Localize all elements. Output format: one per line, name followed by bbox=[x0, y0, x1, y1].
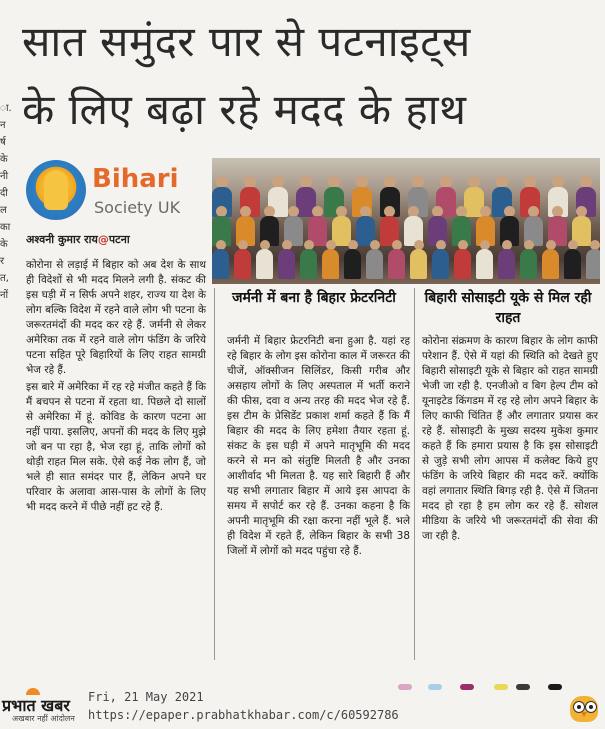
person-body bbox=[366, 249, 383, 279]
person-body bbox=[278, 249, 295, 279]
buddha-figure-icon bbox=[44, 170, 68, 210]
prabhat-khabar-logo[interactable] bbox=[2, 692, 84, 724]
swatch-2 bbox=[460, 684, 474, 690]
person-body bbox=[586, 249, 600, 279]
owl-right-eye bbox=[585, 701, 597, 713]
swatch-1 bbox=[428, 684, 442, 690]
article-column-1 bbox=[26, 258, 206, 515]
adjacent-fragment-11: नों bbox=[0, 290, 9, 301]
byline-place: पटना bbox=[108, 233, 130, 246]
owl-left-eye bbox=[573, 701, 585, 713]
swatch-4 bbox=[516, 684, 530, 690]
headline bbox=[22, 8, 602, 144]
column-divider bbox=[414, 288, 415, 660]
adjacent-fragment-1: न bbox=[0, 120, 6, 131]
swatch-5 bbox=[548, 684, 562, 690]
swatch-0 bbox=[398, 684, 412, 690]
person-body bbox=[256, 249, 273, 279]
headline-line-1: सात समुंदर पार से पटनाइट्स bbox=[22, 17, 471, 66]
adjacent-fragment-0: ा. bbox=[0, 103, 12, 114]
column3-body: कोरोना संक्रमण के कारण बिहार के लोग काफी परेशान हैं. ऐसे में यहां की स्थिति को देखते हुए बिहारी सोसाइटी यूके से बिहार को राहत सामग्री भेजी जा रही है. एनजीओ व बिग हेल्प टीम को यूनाइटेड किंगडम में रह रहे लोग अपने बिहार के लिए काफी चिंतित हैं और लगातार प्रयास कर रहे हैं. सोसाइटी के मुख्य सदस्य मुकेश कुमार कहते हैं कि हमारा प्रयास है कि इस सोसाइटी से जुड़े सभी लोग आपस में कलेक्ट किये हुए फंडिंग के जरिये बिहार की मदद करें. क्योंकि वहां लगातार स्थिति बिगड़ रही है. ऐसे में जितना मदद हो रहा है हम लोग कर रहे हैं. सोशल मीडिया के जरिये भी जरूरतमंदों की सेवा की जा रही है. bbox=[422, 335, 598, 542]
byline-at: @ bbox=[97, 233, 109, 246]
person-body bbox=[322, 249, 339, 279]
person-body bbox=[388, 249, 405, 279]
logo-brand-line-2: Society UK bbox=[94, 198, 181, 217]
person-body bbox=[212, 249, 229, 279]
adjacent-fragment-9: र bbox=[0, 256, 5, 267]
person-body bbox=[542, 249, 559, 279]
adjacent-column-fragment bbox=[0, 100, 13, 330]
column-divider bbox=[214, 288, 215, 660]
column2-subhead: जर्मनी में बना है बिहार फ्रेटरनिटी bbox=[232, 290, 396, 306]
adjacent-fragment-3: के bbox=[0, 154, 8, 165]
person-body bbox=[520, 249, 537, 279]
column3-subhead: बिहारी सोसाइटी यूके से मिल रही राहत bbox=[424, 290, 592, 326]
column2-body: जर्मनी में बिहार फ्रेटरनिटी बना हुआ है. यहां रह रहे बिहार के लोग इस कोरोना काल में जरूरत की चीजें, ऑक्सीजन सिलिंडर, किसी गरीब और असहाय लोगों के लिए अस्पताल में भर्ती कराने की फीस, दवा व अन्य तरह की मदद भेज रहे हैं. इस टीम के प्रेसिडेंट प्रकाश शर्मा कहते हैं कि मैं बिहार की मदद के लिए हमेशा तैयार रहता हूं. संकट के इस घड़ी में अपने मातृभूमि की मदद करने से मन को संतुष्टि मिलती है और उनका आशीर्वाद भी मिलता है. यह सारे बिहारी हैं और यह सभी लगातार बिहार में आये इस आपदा के समय में सपोर्ट कर रहे हैं. उनका कहना है कि अपनी मातृभूमि की रक्षा करना नहीं भूले हैं. भले ही विदेश में रहते हैं, लेकिन बिहार के सभी 38 जिलों में लोगों को मदद पहुंचा रहे हैं. bbox=[227, 335, 410, 557]
person-body bbox=[300, 249, 317, 279]
person-body bbox=[410, 249, 427, 279]
publisher-name: प्रभात खबर bbox=[2, 696, 70, 715]
owl-mascot-icon[interactable] bbox=[568, 692, 600, 722]
edition-date: Fri, 21 May 2021 bbox=[88, 690, 204, 704]
article-column-2 bbox=[227, 334, 410, 559]
adjacent-fragment-2: र्ष bbox=[0, 137, 6, 148]
adjacent-fragment-10: त, bbox=[0, 273, 9, 284]
column1-paragraph-1: कोरोना से लड़ाई में बिहार को अब देश के साथ ही विदेशों से भी मदद मिलने लगी है. संकट की इस घड़ी में न सिर्फ अपने शहर, राज्य या देश के लोग बल्कि विदेश में रहने वाले लोग भी पटना के जरूरतमंदों की मदद कर रहे हैं. जर्मनी से लेकर अमेरिका तक में रहने वाले लोग फंडिंग के जरिये पटना सहित पूरे बिहारियों के लिए राहत सामग्री भेज रहे हैं. bbox=[26, 259, 206, 376]
person-body bbox=[234, 249, 251, 279]
logo-brand-line-1: Bihari bbox=[92, 164, 179, 194]
person-body bbox=[344, 249, 361, 279]
adjacent-fragment-7: का bbox=[0, 222, 11, 233]
adjacent-fragment-4: नी bbox=[0, 171, 9, 182]
adjacent-fragment-8: के bbox=[0, 239, 8, 250]
headline-line-2: के लिए बढ़ा रहे मदद के हाथ bbox=[22, 85, 467, 134]
person-body bbox=[476, 249, 493, 279]
person-body bbox=[454, 249, 471, 279]
article-column-3 bbox=[422, 334, 598, 544]
adjacent-fragment-5: दी bbox=[0, 188, 8, 199]
byline bbox=[26, 232, 130, 247]
bihari-society-logo bbox=[26, 160, 202, 226]
column1-paragraph-2: इस बारे में अमेरिका में रह रहे मंजीत कहते हैं कि मैं बचपन से पटना में रहता था. पिछले दो सालों से अमेरिका में हूं. कोविड के कारण पटना आ नहीं पाया. इसलिए, अपनों की मदद के लिए मुझे जो बन पा रहा है, भेज रहा हूं, ताकि लोगों को थोड़ी राहत मिल सके. ऐसे कई नेक लोग हैं, जो भले ही सात समंदर पार हैं, लेकिन अपने घर परिवार के अलावा आस-पास के लोगों के लिए भी मदद करने में पीछे नहीं हट रहे हैं. bbox=[26, 381, 206, 513]
person-body bbox=[564, 249, 581, 279]
byline-author: अश्वनी कुमार राय bbox=[26, 233, 98, 246]
person-body bbox=[498, 249, 515, 279]
epaper-url[interactable]: https://epaper.prabhatkhabar.com/c/60592786 bbox=[88, 708, 399, 722]
swatch-3 bbox=[494, 684, 508, 690]
group-photo bbox=[212, 158, 600, 284]
person-body bbox=[432, 249, 449, 279]
publisher-tagline: अखबार नहीं आंदोलन bbox=[12, 714, 75, 723]
adjacent-fragment-6: ल bbox=[0, 205, 7, 216]
color-registration-swatches bbox=[398, 684, 578, 692]
